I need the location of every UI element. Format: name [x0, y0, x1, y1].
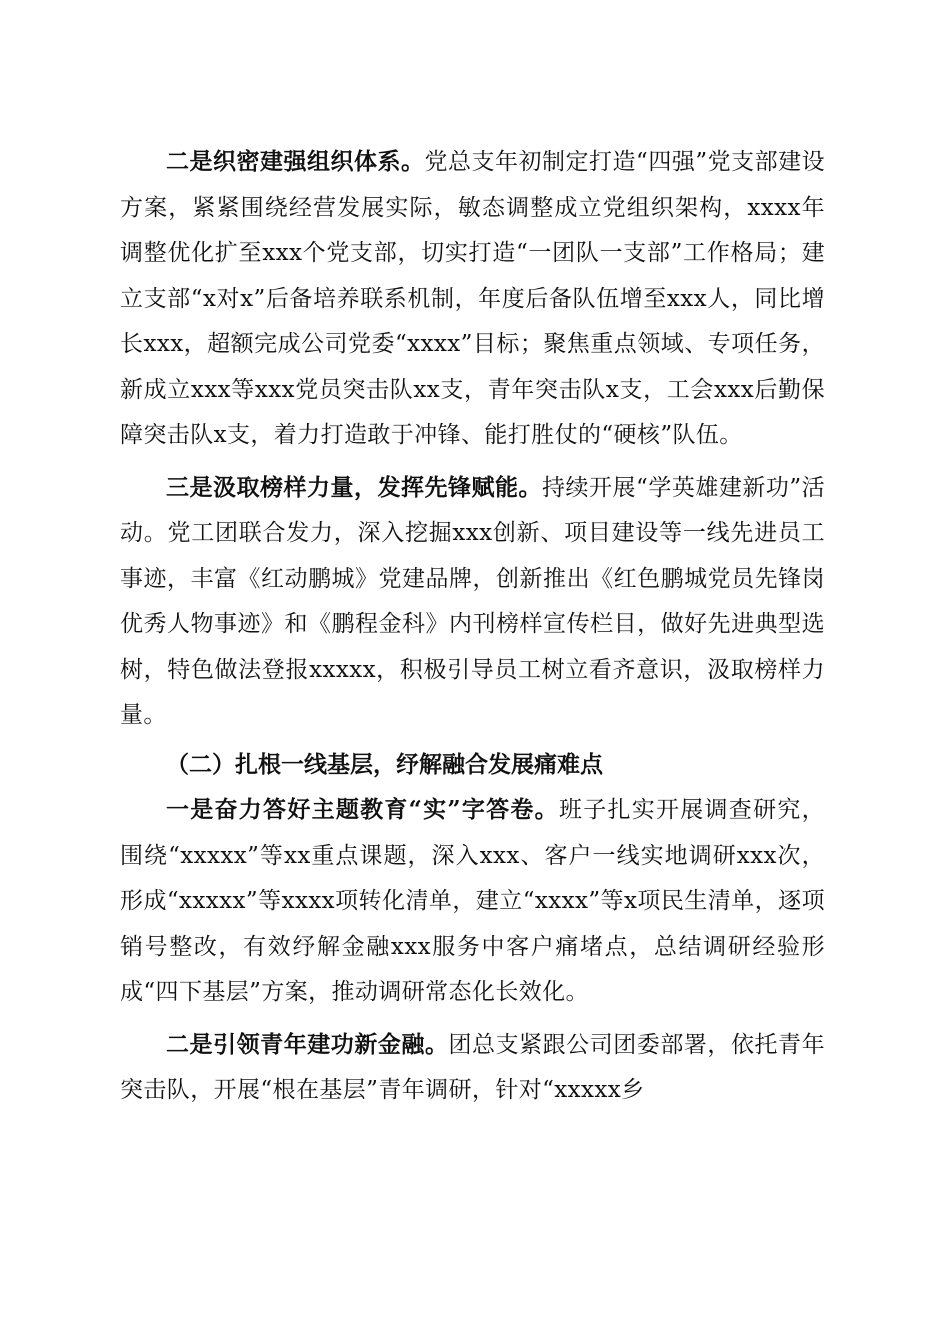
- paragraph-text: 党总支年初制定打造“四强”党支部建设方案，紧紧围绕经营发展实际，敏态调整成立党组织架构，xxxx年调整优化扩至xxx个党支部，切实打造“一团队一支部”工作格局；建立支部“x对x”后备培养联系机制，年度后备队伍增至xxx人，同比增长xxx，超额完成公司党委“xxxx”目标；聚焦重点领域、专项任务，新成立xxx等xxx党员突击队xx支，青年突击队x支，工会xxx后勤保障突击队x支，着力打造敢于冲锋、能打胜仗的“硬核”队伍。: [120, 149, 825, 448]
- paragraph-role-models: [120, 465, 825, 739]
- paragraph-youth-finance: [120, 1022, 825, 1114]
- section-heading: （二）扎根一线基层，纾解融合发展痛难点: [166, 750, 603, 778]
- paragraph-lead: 二是引领青年建功新金融。: [166, 1030, 449, 1058]
- paragraph-organization-system: [120, 139, 825, 459]
- paragraph-lead: 一是奋力答好主题教育“实”字答卷。: [166, 796, 559, 823]
- paragraph-theme-education: [120, 787, 825, 1016]
- paragraph-text: 班子扎实开展调查研究，围绕“xxxxx”等xx重点课题，深入xxx、客户一线实地调研xxx次，形成“xxxxx”等xxxx项转化清单，建立“xxxx”等x项民生清单，逐项销号整改，有效纾解金融xxx服务中客户痛堵点，总结调研经验形成“四下基层”方案，推动调研常态化长效化。: [120, 797, 825, 1005]
- paragraph-lead: 三是汲取榜样力量，发挥先锋赋能。: [166, 473, 543, 501]
- document-body: [120, 139, 825, 1114]
- paragraph-text: 持续开展“学英雄建新功”活动。党工团联合发力，深入挖掘xxx创新、项目建设等一线先进员工事迹，丰富《红动鹏城》党建品牌，创新推出《红色鹏城党员先锋岗优秀人物事迹》和《鹏程金科》内刊榜样宣传栏目，做好先进典型选树，特色做法登报xxxxx，积极引导员工树立看齐意识，汲取榜样力量。: [120, 474, 825, 728]
- paragraph-lead: 二是织密建强组织体系。: [166, 148, 425, 175]
- paragraph-text: 团总支紧跟公司团委部署，依托青年突击队，开展“根在基层”青年调研，针对“xxxxx乡: [120, 1031, 825, 1103]
